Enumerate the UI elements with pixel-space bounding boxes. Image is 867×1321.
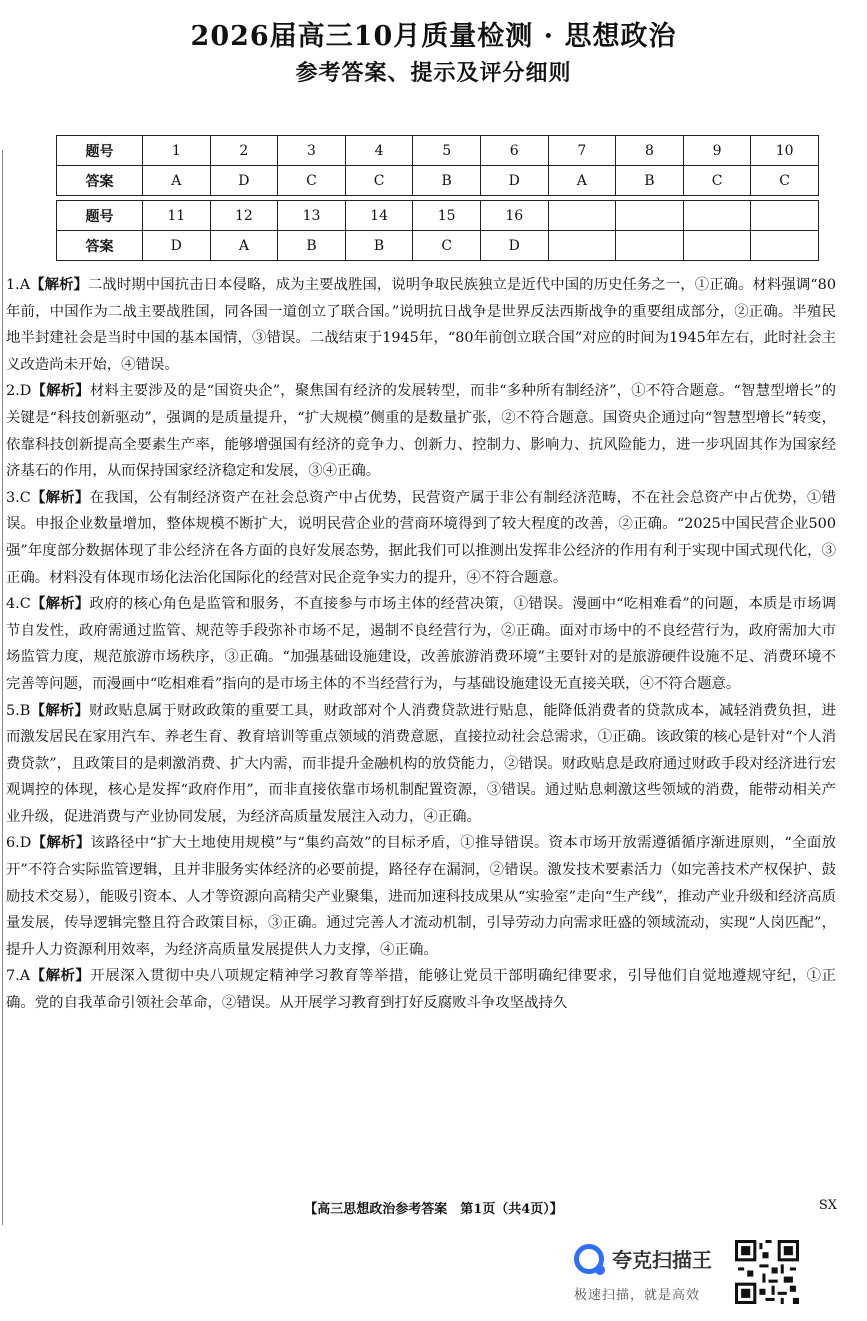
- table-cell: 8: [616, 136, 684, 166]
- item-text: 该路径中“扩大土地使用规模”与“集约高效”的目标矛盾，①推导错误。资本市场开放需遵循循序渐进原则，“全面放开”不符合实际监管逻辑，且并非服务实体经济的必要前提，路径存在漏洞，②错误。激发技术要素活力（如完善技术产权保护、鼓励技术交易），能吸引资本、人才等资源向高精尖产业聚集，进而加速科技成果从“实验室”走向“生产线”，推动产业升级和经济高质量发展，传导逻辑完整且符合政策目标，③正确。通过完善人才流动机制，引导劳动力向需求旺盛的领域流动，实现“人岗匹配”，提升人力资源利用效率，为经济高质量发展提供人力支撑，④正确。: [6, 835, 836, 958]
- analysis-tag: 【解析】: [30, 595, 90, 613]
- analysis-tag: 【解析】: [30, 488, 90, 506]
- item-text: 财政贴息属于财政政策的重要工具，财政部对个人消费贷款进行贴息，能降低消费者的贷款成本，减轻消费负担，进而激发居民在家用汽车、养老生育、教育培训等重点领域的消费意愿，直接拉动社会总需求，①正确。该政策的核心是针对“个人消费贷款”，且政策目的是刺激消费、扩大内需，而非提升金融机构的放贷能力，②错误。财政贴息是政府通过财政手段对经济进行宏观调控的体现，核心是发挥“政府作用”，而非直接依靠市场机制配置资源，③错误。通过贴息刺激这些领域的消费，能带动相关产业升级，促进消费与产业协同发展，为经济高质量发展注入动力，④正确。: [6, 702, 836, 825]
- answer-row: [57, 166, 819, 196]
- table-cell: 3: [278, 136, 346, 166]
- question-number-row: [57, 136, 819, 166]
- table-cell: A: [548, 166, 616, 196]
- scanner-watermark: [570, 1240, 810, 1310]
- table-cell: 10: [751, 136, 819, 166]
- item-text: 政府的核心角色是监管和服务，不直接参与市场主体的经营决策，①错误。漫画中“吃相难看”的问题，本质是市场调节自发性，政府需通过监管、规范等手段弥补市场不足，遏制不良经营行为，②正确。面对市场中的不良经营行为，政府需加大市场监管力度，规范旅游市场秩序，③正确。“加强基础设施建设，改善旅游消费环境”主要针对的是旅游硬件设施不足、消费环境不完善等问题，而漫画中“吃相难看”指向的是市场主体的不当经营行为，与基础设施建设无直接关联，④不符合题意。: [6, 596, 836, 692]
- table-cell: D: [143, 231, 211, 261]
- item-number: 6.D: [6, 835, 32, 852]
- table-cell: 12: [210, 201, 278, 231]
- item-number: 3.C: [6, 489, 31, 506]
- item-text: 在我国，公有制经济资产在社会总资产中占优势，民营资产属于非公有制经济范畴，不在社会总资产中占优势，①错误。申报企业数量增加，整体规模不断扩大，说明民营企业的营商环境得到了较大程度的改善，②正确。“2025中国民营企业500强”年度部分数据体现了非公经济在各方面的良好发展态势，据此我们可以推测出发挥非公经济的作用有利于实现中国式现代化，③正确。材料没有体现市场化法治化国际化的经营对民企竞争实力的提升，④不符合题意。: [6, 489, 836, 586]
- analysis-tag: 【解析】: [30, 276, 88, 293]
- table-cell: [751, 231, 819, 261]
- analysis-tag: 【解析】: [31, 834, 91, 852]
- answer-table: [56, 135, 819, 261]
- analysis-tag: 【解析】: [30, 967, 91, 985]
- table-cell: 1: [143, 136, 211, 166]
- item-number: 2.D: [6, 383, 32, 400]
- table-cell: 5: [413, 136, 481, 166]
- qr-code-icon: [735, 1240, 799, 1304]
- item-number: 1.A: [6, 277, 31, 293]
- explanation-item: [6, 591, 836, 697]
- answer-row: [57, 231, 819, 261]
- scanner-brand: 夸克扫描王: [612, 1248, 712, 1272]
- table-cell: C: [751, 166, 819, 196]
- table-cell: D: [480, 166, 548, 196]
- item-number: 5.B: [6, 702, 31, 719]
- explanation-item: [6, 698, 836, 831]
- table-cell: 4: [345, 136, 413, 166]
- row-label: 答案: [57, 166, 143, 196]
- item-text: 材料主要涉及的是“国资央企”，聚焦国有经济的发展转型，而非“多种所有制经济”，①不符合题意。“智慧型增长”的关键是“科技创新驱动”，强调的是质量提升，“扩大规模”侧重的是数量扩张，②不符合题意。国资央企通过向“智慧型增长”转变，依靠科技创新提高全要素生产率，能够增强国有经济的竞争力、创新力、控制力、影响力、抗风险能力，进一步巩固其作为国家经济基石的作用，从而保持国家经济稳定和发展，③④正确。: [6, 383, 836, 480]
- explanation-item: [6, 830, 836, 963]
- table-cell: 13: [278, 201, 346, 231]
- table-cell: B: [616, 166, 684, 196]
- row-label: 题号: [57, 201, 143, 231]
- explanation-item: [6, 963, 836, 1016]
- item-number: 4.C: [6, 596, 31, 613]
- footer-page-info: 【高三思想政治参考答案 第1页（共4页）】: [304, 1202, 563, 1217]
- page-title: 2026届高三10月质量检测 · 思想政治: [190, 21, 677, 52]
- explanation-item: [6, 378, 836, 484]
- table-cell: 9: [683, 136, 751, 166]
- row-label: 题号: [57, 136, 143, 166]
- table-cell: [548, 231, 616, 261]
- table-cell: C: [683, 166, 751, 196]
- table-cell: [683, 231, 751, 261]
- table-cell: D: [480, 231, 548, 261]
- table-cell: 11: [143, 201, 211, 231]
- table-cell: A: [210, 231, 278, 261]
- table-cell: 7: [548, 136, 616, 166]
- analysis-tag: 【解析】: [30, 701, 90, 719]
- table-cell: B: [278, 231, 346, 261]
- explanation-item: [6, 272, 836, 378]
- table-cell: B: [345, 231, 413, 261]
- item-text: 开展深入贯彻中央八项规定精神学习教育等举措，能够让党员干部明确纪律要求，引导他们自觉地遵规守纪，①正确。党的自我革命引领社会革命，②错误。从开展学习教育到打好反腐败斗争攻坚战持久: [6, 968, 836, 1012]
- page-left-border: [2, 150, 3, 1225]
- explanation-item: [6, 485, 836, 591]
- table-cell: D: [210, 166, 278, 196]
- table-cell: C: [413, 231, 481, 261]
- table-cell: [751, 201, 819, 231]
- table-cell: 15: [413, 201, 481, 231]
- item-text: 二战时期中国抗击日本侵略，成为主要战胜国，说明争取民族独立是近代中国的历史任务之一，①正确。材料强调“80年前，中国作为二战主要战胜国，同各国一道创立了联合国。”说明抗日战争是世界反法西斯战争的重要组成部分，②正确。半殖民地半封建社会是当时中国的基本国情，③错误。二战结束于1945年，“80年前创立联合国”对应的时间为1945年左右，此时社会主义改造尚未开始，④错误。: [6, 277, 836, 373]
- table-cell: C: [278, 166, 346, 196]
- question-number-row: [57, 201, 819, 231]
- table-cell: 6: [480, 136, 548, 166]
- table-cell: 2: [210, 136, 278, 166]
- footer-subject-code: SX: [818, 1198, 837, 1213]
- scanner-slogan: 极速扫描，就是高效: [574, 1288, 701, 1303]
- table-cell: 16: [480, 201, 548, 231]
- analysis-tag: 【解析】: [31, 382, 90, 400]
- table-cell: [616, 231, 684, 261]
- page-subtitle: 参考答案、提示及评分细则: [295, 60, 572, 86]
- explanations: [6, 272, 836, 1017]
- item-number: 7.A: [6, 968, 31, 985]
- table-cell: [683, 201, 751, 231]
- table-cell: [616, 201, 684, 231]
- table-cell: [548, 201, 616, 231]
- table-cell: C: [345, 166, 413, 196]
- table-cell: B: [413, 166, 481, 196]
- scanner-logo-icon: [574, 1244, 604, 1274]
- table-cell: 14: [345, 201, 413, 231]
- table-cell: A: [143, 166, 211, 196]
- row-label: 答案: [57, 231, 143, 261]
